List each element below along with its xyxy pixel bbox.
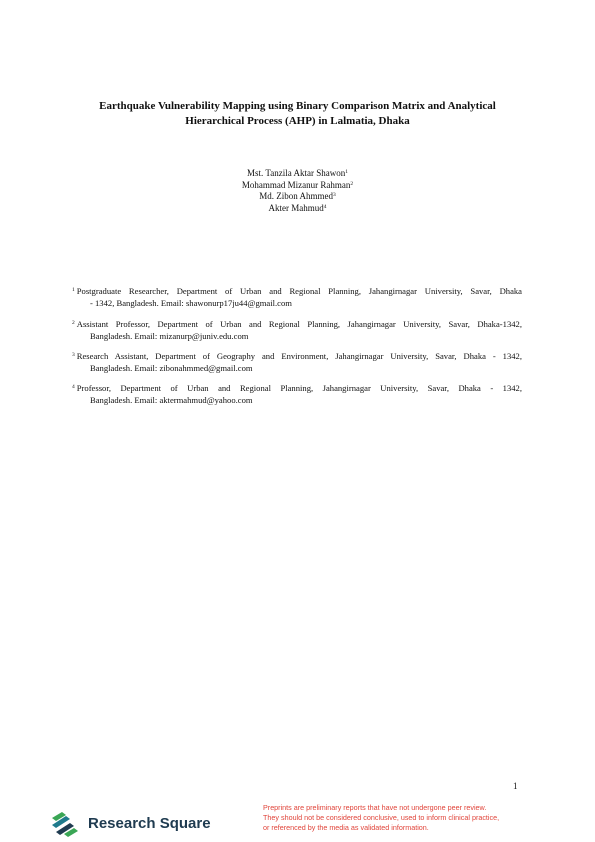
research-square-logo-icon (50, 808, 80, 838)
affiliation-marker: 2 (72, 320, 75, 326)
author-affil-marker: 1 (345, 169, 348, 175)
author-3 (160, 191, 435, 203)
disclaimer-line: They should not be considered conclusive, used to inform clinical practice, (263, 813, 500, 822)
affiliation-text: Professor, Department of Urban and Regional Planning, Jahangirnagar University, Savar, Dhaka - 1342, (76, 383, 522, 393)
title-line-1: Earthquake Vulnerability Mapping using Binary Comparison Matrix and Analytical (99, 100, 496, 112)
affiliation-line: - 1342, Bangladesh. Email: shawonurp17ju44@gmail.com (90, 298, 292, 308)
author-2 (160, 180, 435, 192)
affiliation-line: Bangladesh. Email: aktermahmud@yahoo.com (90, 395, 253, 405)
affiliation-text: Postgraduate Researcher, Department of Urban and Regional Planning, Jahangirnagar University, Savar, Dhaka (76, 286, 522, 296)
affiliation-marker: 1 (72, 287, 75, 293)
author-4 (160, 203, 435, 215)
affiliation-1 (72, 285, 522, 309)
affiliation-text: Research Assistant, Department of Geography and Environment, Jahangirnagar University, Savar, Dhaka - 1342, (76, 351, 522, 361)
author-name: Mohammad Mizanur Rahman (241, 179, 351, 190)
logo-text: Research Square (88, 814, 211, 832)
author-name: Akter Mahmud (268, 202, 324, 213)
author-1 (160, 168, 435, 180)
affiliation-line: Bangladesh. Email: mizanurp@juniv.edu.com (90, 331, 249, 341)
author-affil-marker: 4 (323, 203, 327, 210)
title-line-2: Hierarchical Process (AHP) in Lalmatia, Dhaka (185, 114, 410, 127)
author-list (160, 168, 435, 214)
author-affil-marker: 2 (350, 180, 354, 187)
page-number: 1 (513, 781, 518, 791)
author-affil-marker: 3 (333, 192, 336, 198)
research-square-logo[interactable] (50, 808, 211, 838)
affiliation-text: Assistant Professor, Department of Urban and Regional Planning, Jahangirnagar University, Savar, Dhaka-1342, (76, 319, 522, 329)
affiliation-line: Bangladesh. Email: zibonahmmed@gmail.com (90, 363, 253, 373)
disclaimer-line: Preprints are preliminary reports that have not undergone peer review. (263, 803, 487, 812)
affiliation-line (72, 318, 522, 330)
affiliation-marker: 4 (72, 384, 75, 390)
author-name: Mst. Tanzila Aktar Shawon (247, 168, 346, 178)
author-name: Md. Zibon Ahmmed (259, 191, 333, 201)
paper-title (60, 99, 535, 128)
affiliation-line (72, 350, 522, 362)
affiliation-line (72, 382, 522, 394)
affiliation-line (72, 285, 522, 297)
affiliation-2 (72, 318, 522, 342)
affiliation-3 (72, 350, 522, 374)
preprint-disclaimer (263, 803, 563, 833)
affiliation-marker: 3 (72, 352, 75, 358)
disclaimer-line: or referenced by the media as validated information. (263, 823, 429, 832)
affiliation-4 (72, 382, 522, 406)
